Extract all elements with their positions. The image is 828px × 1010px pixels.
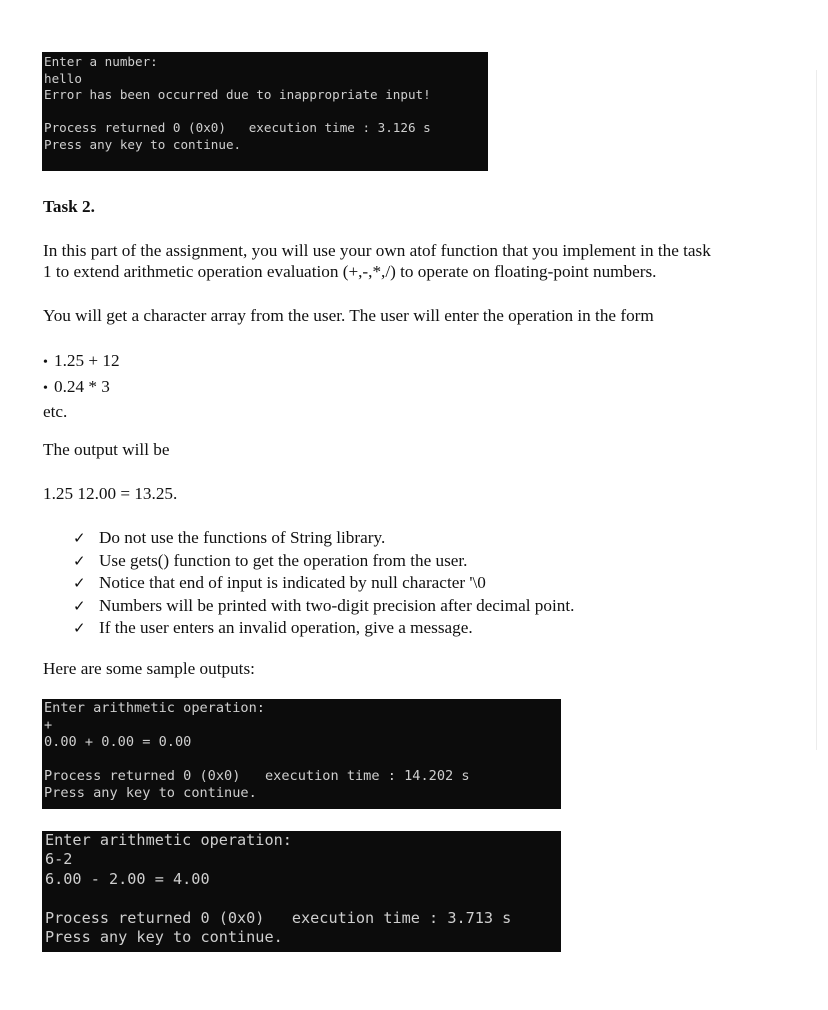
console-line: Press any key to continue.	[45, 928, 283, 947]
rule-text: If the user enters an invalid operation, give a message.	[99, 618, 473, 638]
console-line	[44, 104, 488, 121]
console-line	[45, 889, 561, 908]
console-output-invalid-input	[42, 52, 488, 171]
list-item	[73, 527, 574, 550]
example-text: 0.24 * 3	[54, 376, 110, 396]
checkmark-icon: ✓	[73, 596, 86, 615]
intro-line-1: In this part of the assignment, you will use your own atof function that you implement in the task	[43, 241, 711, 260]
bullet-dot-icon: •	[43, 380, 48, 396]
example-text: 1.25 + 12	[54, 351, 120, 370]
intro-line-2: 1 to extend arithmetic operation evaluation (+,-,*,/) to operate on floating-point numbers.	[43, 262, 657, 281]
list-item	[43, 349, 120, 375]
checkmark-icon: ✓	[73, 574, 86, 593]
console-line: Press any key to continue.	[44, 136, 242, 152]
console-line: 6.00 - 2.00 = 4.00	[45, 869, 210, 888]
console-line: 6-2	[45, 850, 73, 869]
list-item	[73, 617, 574, 640]
samples-label: Here are some sample outputs:	[43, 659, 255, 678]
list-item	[43, 375, 120, 401]
page-edge-rule	[816, 70, 817, 750]
rule-text: Numbers will be printed with two-digit precision after decimal point.	[99, 595, 575, 615]
console-line: 0.00 + 0.00 = 0.00	[44, 734, 192, 750]
console-line: Process returned 0 (0x0) execution time : 3.713 s	[45, 908, 512, 927]
console-line: Enter arithmetic operation:	[45, 831, 292, 849]
output-example: 1.25 12.00 = 13.25.	[43, 484, 178, 503]
list-item	[73, 595, 574, 618]
rule-text: Do not use the functions of String library.	[99, 528, 386, 547]
list-item	[73, 550, 574, 573]
console-line: hello	[44, 70, 82, 86]
bullet-dot-icon: •	[43, 355, 48, 370]
console-line	[44, 751, 561, 768]
list-item	[43, 400, 120, 424]
checkmark-icon: ✓	[73, 529, 86, 547]
rule-text: Notice that end of input is indicated by null character '\0	[99, 573, 486, 593]
console-sample-output-2	[42, 831, 561, 952]
output-label: The output will be	[43, 440, 170, 459]
console-line: Process returned 0 (0x0) execution time : 3.126 s	[44, 120, 431, 136]
etc-text: etc.	[43, 402, 68, 421]
console-line: +	[44, 717, 53, 733]
checkmark-icon: ✓	[73, 551, 86, 570]
example-list	[43, 349, 120, 424]
list-item	[73, 572, 574, 595]
task-heading: Task 2.	[43, 197, 95, 216]
console-line: Error has been occurred due to inappropriate input!	[44, 87, 431, 103]
console-sample-output-1	[42, 699, 561, 809]
console-line: Enter a number:	[44, 54, 158, 69]
checkmark-icon: ✓	[73, 619, 86, 638]
requirements-list	[73, 527, 574, 640]
form-description: You will get a character array from the user. The user will enter the operation in the form	[43, 306, 654, 325]
console-line: Press any key to continue.	[44, 785, 257, 801]
console-line: Enter arithmetic operation:	[44, 700, 265, 716]
console-line: Process returned 0 (0x0) execution time : 14.202 s	[44, 768, 470, 784]
rule-text: Use gets() function to get the operation from the user.	[99, 550, 468, 570]
